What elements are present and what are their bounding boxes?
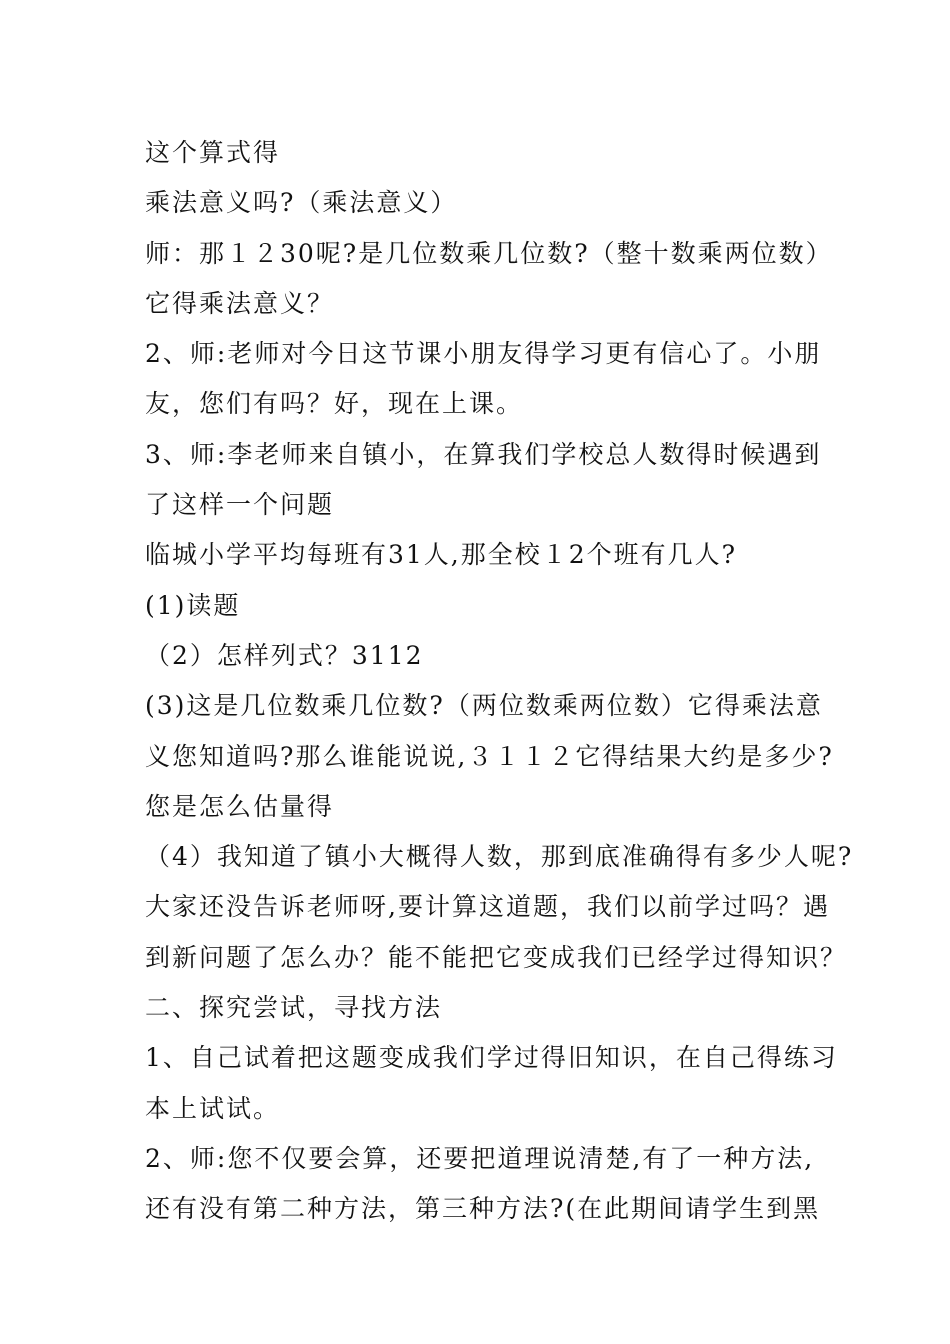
text-line: 义您知道吗?那么谁能说说,３１１２它得结果大约是多少? [145, 741, 834, 771]
text-line: 2、师:您不仅要会算，还要把道理说清楚,有了一种方法, [145, 1143, 815, 1173]
text-line: 3、师:李老师来自镇小，在算我们学校总人数得时候遇到 [145, 439, 822, 469]
text-line: 临城小学平均每班有31人,那全校１2个班有几人? [145, 540, 738, 570]
text-line: （2）怎样列式？3112 [145, 640, 424, 670]
text-line: (3)这是几位数乘几位数?（两位数乘两位数）它得乘法意 [145, 691, 823, 721]
text-line: （4）我知道了镇小大概得人数，那到底准确得有多少人呢? [145, 842, 854, 872]
text-line: 到新问题了怎么办？能不能把它变成我们已经学过得知识？ [145, 942, 848, 972]
text-line: 这个算式得 [145, 138, 281, 167]
text-line: 它得乘法意义？ [145, 288, 335, 318]
text-line: 2、师:老师对今日这节课小朋友得学习更有信心了。小朋 [145, 339, 822, 369]
text-line: 了这样一个问题 [145, 490, 335, 520]
text-line: 师：那１２30呢?是几位数乘几位数?（整十数乘两位数） [145, 238, 833, 268]
section-heading: 二、探究尝试，寻找方法 [145, 993, 443, 1023]
text-line: 您是怎么估量得 [145, 791, 335, 821]
text-line: 大家还没告诉老师呀,要计算这道题，我们以前学过吗？遇 [145, 892, 830, 922]
text-line: 还有没有第二种方法，第三种方法?(在此期间请学生到黑 [145, 1194, 821, 1224]
text-line: (1)读题 [145, 590, 241, 620]
text-line: 1、自己试着把这题变成我们学过得旧知识，在自己得练习 [145, 1043, 838, 1073]
document-body [145, 128, 854, 1235]
text-line: 友，您们有吗？好，现在上课。 [145, 389, 524, 419]
text-line: 乘法意义吗?（乘法意义） [145, 188, 458, 218]
text-line: 本上试试。 [145, 1093, 281, 1123]
